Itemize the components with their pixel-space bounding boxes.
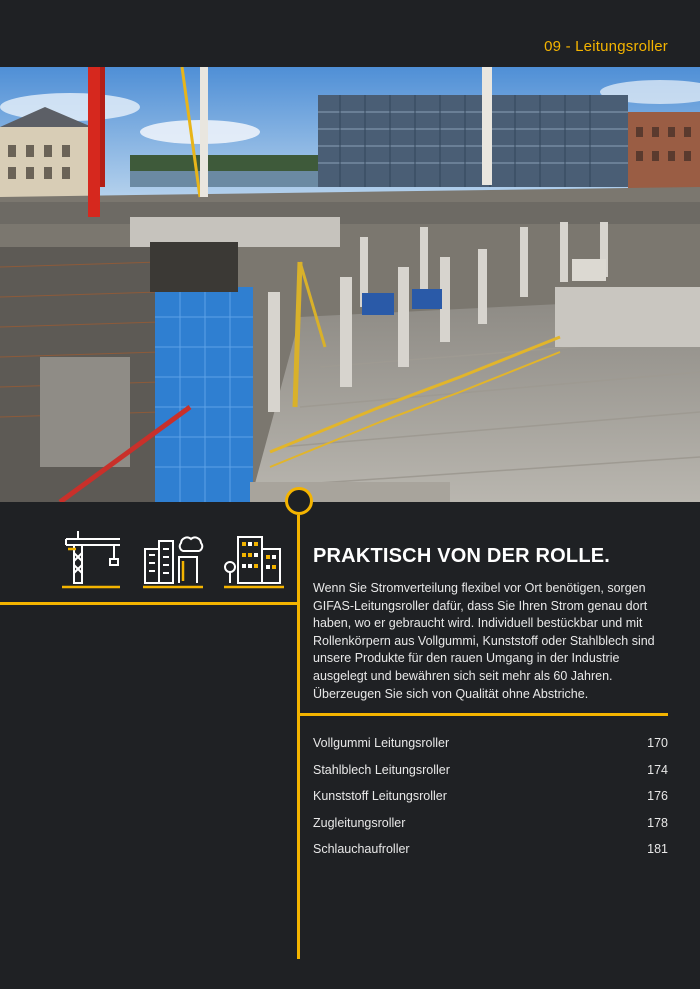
toc-entry-schlauchaufroller[interactable]: [313, 838, 668, 865]
toc-entry-page: 176: [647, 789, 668, 803]
left-accent-line: [0, 602, 298, 605]
header-bar: [0, 0, 700, 67]
timeline-circle-marker: [285, 487, 313, 515]
toc-entry-label: Zugleitungsroller: [313, 815, 406, 830]
toc-entry-page: 170: [647, 736, 668, 750]
toc-entry-kunststoff[interactable]: [313, 785, 668, 812]
vertical-accent-line: [297, 515, 300, 959]
section-headline: PRAKTISCH VON DER ROLLE.: [313, 545, 611, 567]
toc-entry-label: Schlauchaufroller: [313, 842, 410, 856]
table-of-contents: [313, 732, 668, 865]
intro-paragraph: Wenn Sie Stromverteilung flexibel vor Ort benötigen, sorgen GIFAS-Leitungsroller dafür, dass Sie Ihren Strom genau dort haben, wo er gebraucht wird. Individuell bestückbar und mit Rollenkörpern aus Vollgummi, Kunststoff oder Stahlblech sind unsere Produkte für den rauen Umgang in der Industrie ausgelegt und bewähren sich seit mehr als 60 Jahren. Überzeugen Sie sich von Qualität ohne Abstriche.: [313, 581, 655, 701]
construction-site-photo: [0, 67, 700, 502]
industrial-buildings-icon: [143, 527, 205, 591]
icon-row: [62, 527, 288, 591]
chapter-title: 09 - Leitungsroller: [544, 38, 668, 55]
toc-entry-page: 178: [647, 815, 668, 830]
toc-divider-line: [300, 713, 668, 716]
toc-entry-label: Kunststoff Leitungsroller: [313, 789, 447, 803]
city-buildings-icon: [224, 527, 286, 591]
toc-entry-page: 181: [647, 842, 668, 856]
toc-entry-page: 174: [647, 762, 668, 777]
toc-entry-label: Vollgummi Leitungsroller: [313, 736, 450, 750]
toc-entry-zugleitungsroller[interactable]: [313, 812, 668, 839]
toc-entry-stahlblech[interactable]: [313, 759, 668, 786]
toc-entry-label: Stahlblech Leitungsroller: [313, 762, 450, 777]
crane-icon: [62, 527, 124, 591]
toc-entry-vollgummi[interactable]: [313, 732, 668, 759]
